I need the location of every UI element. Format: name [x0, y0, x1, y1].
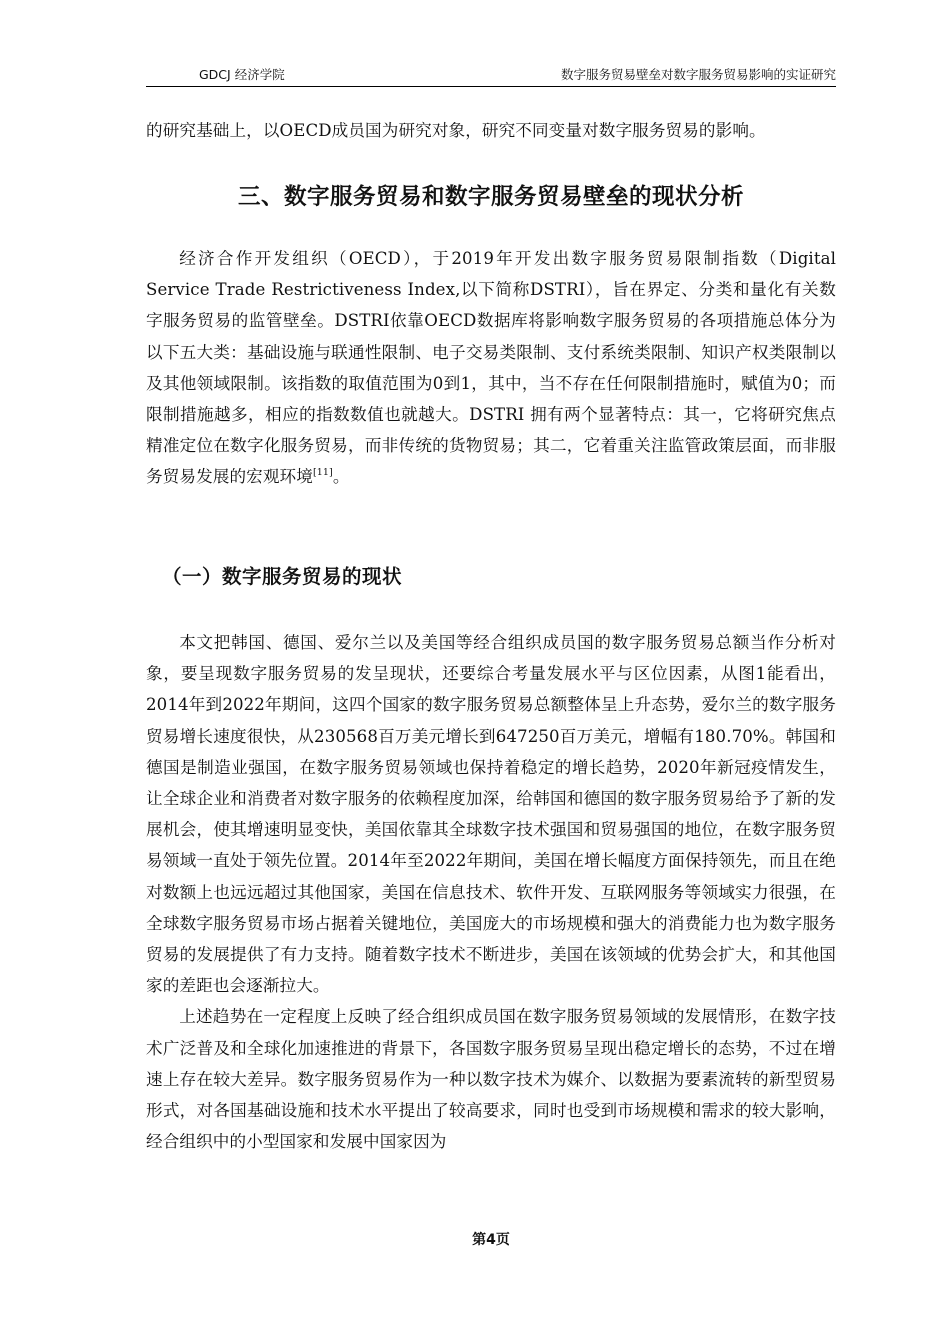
header-institution: GDCJ 经济学院 [199, 67, 285, 82]
paragraph-end-punct: 。 [332, 467, 350, 487]
page-number: 第4页 [472, 1232, 510, 1248]
intro-line: 的研究基础上，以OECD成员国为研究对象，研究不同变量对数字服务贸易的影响。 [146, 121, 766, 140]
running-header [146, 66, 836, 87]
subsection-title: （一）数字服务贸易的现状 [162, 565, 403, 588]
paragraph-text: 经济合作开发组织（OECD），于2019年开发出数字服务贸易限制指数（Digital Service Trade Restrictiveness Index,以下简称DSTRI），旨在界定、分类和量化有关数字服务贸易的监管壁垒。DSTRI依靠OECD数据库将影响数字服务贸易的各项措施总体分为以下五大类：基础设施与联通性限制、电子交易类限制、支付系统类限制、知识产权类限制以及其他领域限制。该指数的取值范围为0到1，其中，当不存在任何限制措施时，赋值为0；而限制措施越多，相应的指数数值也就越大。DSTRI 拥有两个显著特点：其一，它将研究焦点精准定位在数字化服务贸易，而非传统的货物贸易；其二，它着重关注监管政策层面，而非服务贸易发展的宏观环境 [146, 249, 836, 487]
section-paragraph-1 [146, 243, 836, 493]
subsection-paragraph-2: 上述趋势在一定程度上反映了经合组织成员国在数字服务贸易领域的发展情形，在数字技术广泛普及和全球化加速推进的背景下，各国数字服务贸易呈现出稳定增长的态势，不过在增速上存在较大差异。数字服务贸易作为一种以数字技术为媒介、以数据为要素流转的新型贸易形式，对各国基础设施和技术水平提出了较高要求，同时也受到市场规模和需求的较大影响，经合组织中的小型国家和发展中国家因为 [146, 1007, 836, 1152]
subsection-paragraph-1: 本文把韩国、德国、爱尔兰以及美国等经合组织成员国的数字服务贸易总额当作分析对象，要呈现数字服务贸易的发呈现状，还要综合考量发展水平与区位因素，从图1能看出，2014年到2022年期间，这四个国家的数字服务贸易总额整体呈上升态势，爱尔兰的数字服务贸易增长速度很快，从230568百万美元增长到647250百万美元，增幅有180.70%。韩国和德国是制造业强国，在数字服务贸易领域也保持着稳定的增长趋势，2020年新冠疫情发生，让全球企业和消费者对数字服务的依赖程度加深，给韩国和德国的数字服务贸易给予了新的发展机会，使其增速明显变快，美国依靠其全球数字技术强国和贸易强国的地位，在数字服务贸易领域一直处于领先位置。2014年至2022年期间，美国在增长幅度方面保持领先，而且在绝对数额上也远远超过其他国家，美国在信息技术、软件开发、互联网服务等领域实力很强，在全球数字服务贸易市场占据着关键地位，美国庞大的市场规模和强大的消费能力也为数字服务贸易的发展提供了有力支持。随着数字技术不断进步，美国在该领域的优势会扩大，和其他国家的差距也会逐渐拉大。 [146, 633, 836, 996]
intro-continuation [146, 115, 836, 146]
section-title: 三、数字服务贸易和数字服务贸易壁垒的现状分析 [237, 184, 744, 210]
header-paper-title: 数字服务贸易壁垒对数字服务贸易影响的实证研究 [560, 67, 836, 82]
subsection-body [146, 627, 836, 1157]
citation-ref: [11] [312, 467, 333, 479]
